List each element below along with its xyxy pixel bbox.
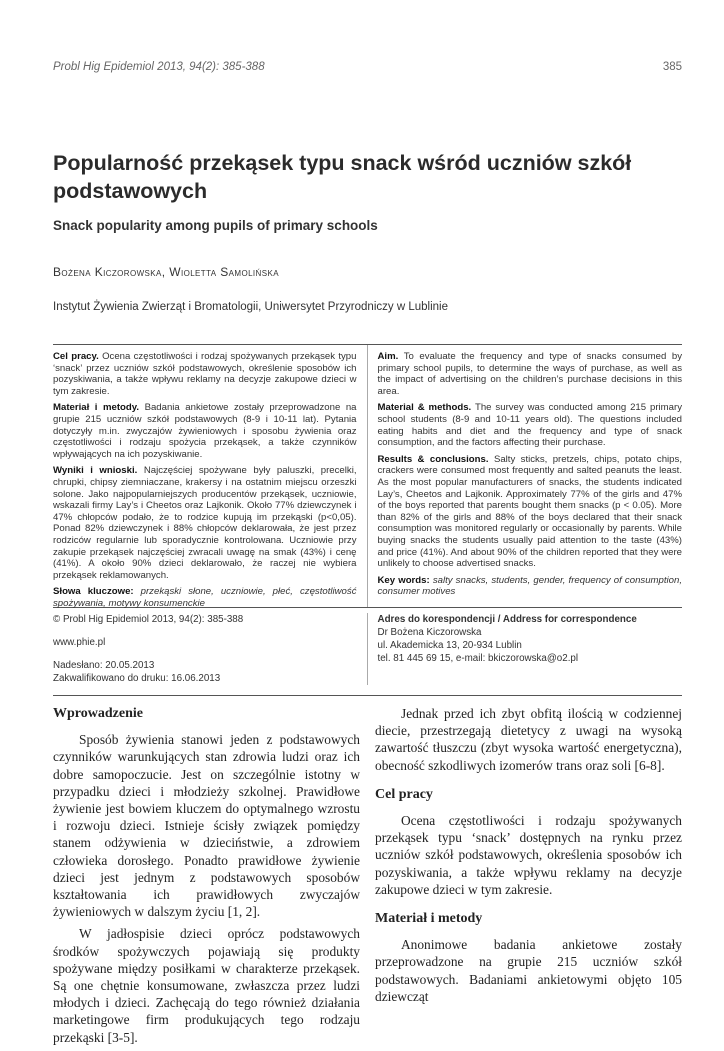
- text-wyniki: Najczęściej spożywane były paluszki, precelki, chrupki, chipsy ziemniaczane, krakersy i na ostatnim miejscu orzeszki solone. Jako najpopularniejszych producentów przekąsek, uczniowie, wskazali firmy Lay’s i Cheetos oraz Lajkonik. Około 77% dziewczynek i 47% chłopców podało, że to rodzice kupują im przekąski (p<0,05). Ponad 82% dziewczynek i 88% chłopców deklarowała, że jest przez rodziców regularnie lub sporadycznie kontrolowana. Uczniowie przy zakupie przekąsek najczęściej zwracali uwagę na smak (43%) i cenę (41%). A około 90% dzieci deklarowało, że raczej nie wybiera przekąsek reklamowanych.: [53, 465, 357, 581]
- abstract-en-aim: [378, 351, 683, 397]
- label-results: Results & conclusions.: [377, 453, 489, 465]
- abstract-box: [53, 344, 682, 608]
- correspondence-info: [368, 613, 683, 685]
- heading-introduction: Wprowadzenie: [53, 706, 143, 721]
- text-aim: To evaluate the frequency and type of snacks consumed by primary school pupils, to determine the ways of purchase, as well as the impact of advertising on the children’s purchase decisions in this area.: [377, 351, 682, 397]
- received-date: Nadesłano: 20.05.2013: [53, 660, 155, 671]
- label-material: Materiał i metody.: [53, 402, 140, 414]
- abstract-pl-aim: [53, 351, 357, 397]
- text-cel: Ocena częstotliwości i rodzaj spożywanych przekąsek typu ‘snack’ przez uczniów szkół podstawowych, określenie sposobów ich pozyskiwania, a także wpływu reklamy na decyzje zakupowe dzieci w tym zakresie.: [53, 351, 357, 397]
- publication-info: [53, 613, 368, 685]
- heading-aim: Cel pracy: [375, 786, 433, 802]
- authors: Bożena Kiczorowska, Wioletta Samolińska: [53, 265, 279, 279]
- abstract-pl-methods: [53, 402, 357, 460]
- abstract-english: [368, 345, 683, 607]
- abstract-pl-results: [53, 465, 357, 581]
- label-methods: Material & methods.: [377, 402, 472, 414]
- label-aim: Aim.: [377, 351, 399, 362]
- section-divider: [53, 695, 682, 696]
- affiliation: Instytut Żywienia Zwierząt i Bromatologii, Uniwersytet Przyrodniczy w Lublinie: [53, 301, 448, 313]
- accepted-date: Zakwalifikowano do druku: 16.06.2013: [53, 673, 221, 684]
- label-keywords-pl: Słowa kluczowe:: [53, 586, 134, 598]
- journal-reference: Probl Hig Epidemiol 2013, 94(2): 385-388: [53, 61, 265, 73]
- body-column-left: [53, 705, 360, 1051]
- text-results: Salty sticks, pretzels, chips, potato chips, crackers were consumed most frequently and salted peanuts the least. As the most popular manufacturers of snacks, the students indicated Lay’s, Cheetos and Lajkonik. Approximately 77% of the girls and 47% of the boys reported that parents bought them snacks (p < 0.05). More than 82% of the girls and 88% of the boys declared that their snack consumption was monitored regularly or occasionally by parents. While buying snacks the students usually paid attention to the taste (43%) and price (41%). And about 90% of the children reported that they were unlikely to choose advertised snacks.: [377, 453, 682, 570]
- label-keywords-en: Key words:: [377, 574, 430, 586]
- text-keywords-pl: przekąski słone, uczniowie, płeć, częstotliwość spożywania, motywy konsumenckie: [53, 586, 357, 609]
- heading-methods: Materiał i metody: [375, 911, 483, 927]
- running-head: [53, 61, 682, 73]
- abstract-en-results: [378, 454, 683, 570]
- paragraph-intro-2: W jadłospisie dzieci oprócz podstawowych środków spożywczych pojawiają się produkty spożywane między posiłkami w charakterze przekąsek. Są one chętnie konsumowane, zwłaszcza przez ludzi młodych i dzieci. Zachęcają do tego również działania marketingowe firm produkujących tego rodzaju przekąski [3-5].: [53, 926, 360, 1045]
- text-methods: The survey was conducted among 215 primary school students (8-9 and 10-11 years old). The questions included eating habits and diet and the frequency and type of snack consumption, and the factors affecting their purchase.: [377, 402, 682, 449]
- abstract-en-keywords: [378, 575, 683, 598]
- correspondence-label: Adres do korespondencji / Address for correspondence: [377, 614, 637, 625]
- correspondence-contact: tel. 81 445 69 15, e-mail: bkiczorowska@o2.pl: [377, 653, 579, 664]
- page-number: 385: [662, 61, 682, 73]
- label-wyniki: Wyniki i wnioski.: [53, 465, 138, 477]
- abstract-polish: [53, 345, 368, 607]
- text-keywords-en: salty snacks, students, gender, frequency of consumption, consumer motives: [377, 574, 682, 598]
- paragraph-methods: Anonimowe badania ankietowe zostały przeprowadzone na grupie 215 uczniów szkół podstawowych. Badaniami ankietowymi objęto 105 dziewcząt: [375, 937, 682, 1004]
- copyright: © Probl Hig Epidemiol 2013, 94(2): 385-388: [53, 614, 244, 625]
- correspondence-name: Dr Bożena Kiczorowska: [377, 627, 482, 638]
- body-column-right: [375, 705, 682, 1051]
- text-material: Badania ankietowe zostały przeprowadzone na grupie 215 uczniów szkół podstawowych (8-9 i 10-11 lat). Pytania dotyczyły m.in. zwyczajów żywieniowych i sposobu żywienia oraz częstotliwości i rodzaju spożycia przekąsek, a także czynników wpływających na ich pozyskiwanie.: [53, 402, 357, 460]
- paragraph-intro-3: Jednak przed ich zbyt obfitą ilością w codziennej diecie, przestrzegają dietetycy z uwagi na wysoką zawartość tłuszczu (zbyt wysoka wartość energetyczna), obecność szkodliwych izomerów trans oraz soli [6-8].: [375, 706, 682, 773]
- article-subtitle: Snack popularity among pupils of primary schools: [53, 218, 378, 233]
- label-cel: Cel pracy.: [53, 351, 99, 362]
- article-title: Popularność przekąsek typu snack wśród uczniów szkół podstawowych: [53, 151, 632, 203]
- paragraph-aim: Ocena częstotliwości i rodzaju spożywanych przekąsek typu ‘snack’ dostępnych na rynku przez uczniów szkół podstawowych, określenia sposobów ich pozyskiwania, a także wpływu reklamy na decyzje zakupowe dzieci w tym zakresie.: [375, 813, 682, 897]
- website-link[interactable]: www.phie.pl: [53, 637, 106, 648]
- paragraph-intro-1: Sposób żywienia stanowi jeden z podstawowych czynników warunkujących stan zdrowia ludzi oraz ich dobre samopoczucie. Jest on szczególnie istotny w przypadku dzieci i młodzieży szkolnej. Prawidłowe żywienie jest bowiem kluczem do optymalnego wzrostu i rozwoju dzieci. Istnieje ścisły związek pomiędzy stanem odżywienia w dzieciństwie, a zdrowiem człowieka dorosłego. Ponadto prawidłowe żywienie dzieci jest jednym z podstawowych sposobów kształtowania ich prawidłowych zwyczajów żywieniowych w dalszym życiu [1, 2].: [53, 732, 360, 920]
- correspondence-address: ul. Akademicka 13, 20-934 Lublin: [377, 640, 522, 651]
- abstract-en-methods: [378, 402, 683, 448]
- article-body: [53, 705, 682, 1051]
- abstract-pl-keywords: [53, 586, 357, 609]
- article-info: [53, 613, 682, 685]
